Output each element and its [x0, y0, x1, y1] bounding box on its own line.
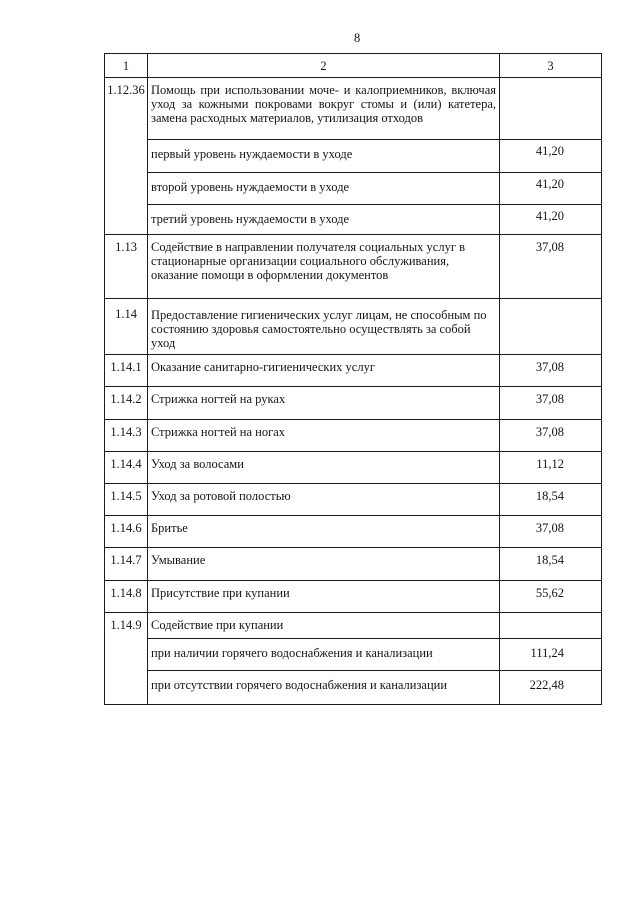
page-number: 8 [354, 31, 361, 45]
number-cell: 1.13 [105, 235, 148, 299]
header-cell-number: 1 [105, 54, 148, 78]
number-cell: 1.14.6 [105, 516, 148, 548]
service-line: Предоставление гигиенических услуг лицам, не способным по [151, 308, 487, 322]
care-level-row [105, 140, 602, 173]
service-cell: Оказание санитарно-гигиенических услуг [148, 355, 500, 387]
table-row [105, 387, 602, 420]
price-cell: 18,54 [500, 548, 602, 581]
number-cell: 1.14.7 [105, 548, 148, 581]
price-cell: 18,54 [500, 484, 602, 516]
table-row [105, 581, 602, 613]
service-line: Помощь при использовании моче- и калоприемников, включая [151, 83, 496, 97]
number-cell: 1.14.8 [105, 581, 148, 613]
number-cell: 1.14.4 [105, 452, 148, 484]
service-cell: при наличии горячего водоснабжения и канализации [148, 639, 500, 671]
price-cell: 41,20 [500, 173, 602, 205]
service-line: замена расходных материалов, утилизация отходов [151, 111, 424, 125]
service-cell: Умывание [148, 548, 500, 581]
number-cell: 1.14.9 [105, 613, 148, 705]
service-line: Содействие в направлении получателя социальных услуг в [151, 240, 465, 254]
price-cell [500, 299, 602, 355]
service-line: уход [151, 336, 176, 350]
number-cell: 1.12.36 [105, 78, 148, 235]
table-row [105, 299, 602, 355]
price-cell: 11,12 [500, 452, 602, 484]
number-cell: 1.14.3 [105, 420, 148, 452]
price-cell [500, 613, 602, 639]
price-cell: 222,48 [500, 671, 602, 705]
service-cell: Стрижка ногтей на ногах [148, 420, 500, 452]
service-cell [148, 299, 500, 355]
price-cell: 37,08 [500, 355, 602, 387]
service-line: состоянию здоровья самостоятельно осуществлять за собой [151, 322, 471, 336]
table-row [105, 355, 602, 387]
service-cell: при отсутствии горячего водоснабжения и канализации [148, 671, 500, 705]
price-cell: 37,08 [500, 387, 602, 420]
service-cell: Содействие при купании [148, 613, 500, 639]
price-cell [500, 78, 602, 140]
table-row [105, 516, 602, 548]
care-level-row [105, 173, 602, 205]
header-cell-price: 3 [500, 54, 602, 78]
tariff-table [104, 53, 602, 705]
table-row [105, 484, 602, 516]
table-row [105, 420, 602, 452]
price-cell: 41,20 [500, 205, 602, 235]
service-line: стационарные организации социального обслуживания, [151, 254, 450, 268]
header-cell-service: 2 [148, 54, 500, 78]
bathing-option-row [105, 639, 602, 671]
number-cell: 1.14.1 [105, 355, 148, 387]
price-cell: 111,24 [500, 639, 602, 671]
service-cell: третий уровень нуждаемости в уходе [148, 205, 500, 235]
price-cell: 37,08 [500, 420, 602, 452]
table-row [105, 548, 602, 581]
table-row [105, 78, 602, 140]
service-cell: Уход за ротовой полостью [148, 484, 500, 516]
service-cell: Уход за волосами [148, 452, 500, 484]
service-cell: первый уровень нуждаемости в уходе [148, 140, 500, 173]
bathing-option-row [105, 671, 602, 705]
service-cell: Бритье [148, 516, 500, 548]
number-cell: 1.14.5 [105, 484, 148, 516]
service-cell: Стрижка ногтей на руках [148, 387, 500, 420]
price-cell: 41,20 [500, 140, 602, 173]
service-line: оказание помощи в оформлении документов [151, 268, 389, 282]
table-row [105, 452, 602, 484]
service-cell [148, 78, 500, 140]
table-row [105, 235, 602, 299]
price-cell: 55,62 [500, 581, 602, 613]
service-cell [148, 235, 500, 299]
table-header-row [105, 54, 602, 78]
service-line: уход за кожными покровами вокруг стомы и (или) катетера, [151, 97, 496, 111]
care-level-row [105, 205, 602, 235]
service-cell: Присутствие при купании [148, 581, 500, 613]
number-cell: 1.14.2 [105, 387, 148, 420]
service-cell: второй уровень нуждаемости в уходе [148, 173, 500, 205]
table-row [105, 613, 602, 639]
number-cell: 1.14 [105, 299, 148, 355]
price-cell: 37,08 [500, 235, 602, 299]
price-cell: 37,08 [500, 516, 602, 548]
